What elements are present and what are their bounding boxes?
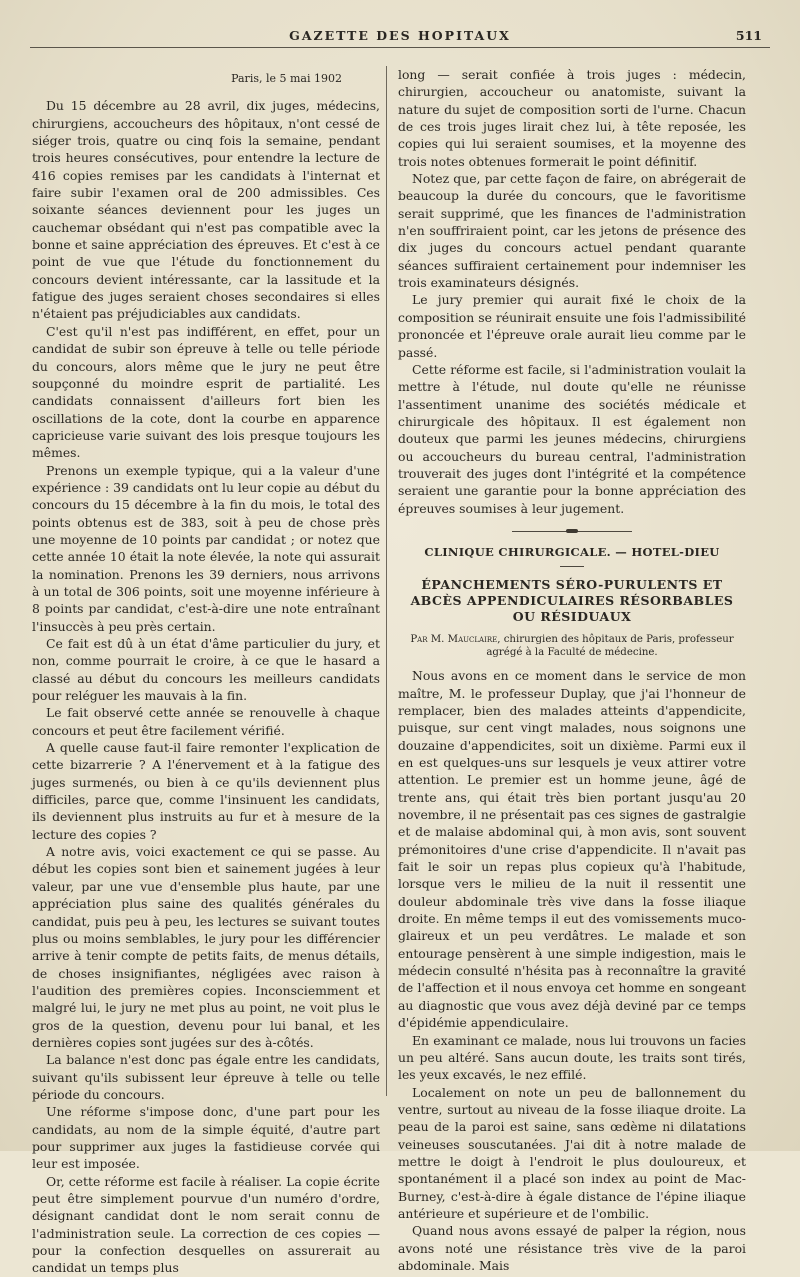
- byline-affiliation: chirurgien des hôpitaux de Paris, professeur agrégé à la Faculté de médecine.: [486, 634, 734, 659]
- paragraph: C'est qu'il n'est pas indifférent, en effet, pour un candidat de subir son épreuve à telle ou telle période du concours, alors même que le jury ne peut être soupçonné du moindre esprit de partialité. Les candidats connaissent d'ailleurs fort bien les oscillations de la cote, dont la courbe en apparence capricieuse varie suivant des lois presque toujours les mêmes.: [32, 323, 380, 461]
- paragraph: Cette réforme est facile, si l'administration voulait la mettre à l'étude, nul doute qu'elle ne réunisse l'assentiment unanime des sociétés médicale et chirurgicale des hôpitaux. Il est également non douteux que parmi les jeunes médecins, chirurgiens ou accoucheurs du bureau central, l'administration trouverait des juges dont l'intégrité et la compétence seraient une garantie pour la bonne appréciation des épreuves soumises à leur jugement.: [398, 361, 746, 516]
- dateline: Paris, le 5 mai 1902: [231, 72, 342, 85]
- running-head: GAZETTE DES HOPITAUX: [289, 28, 511, 43]
- paragraph: long — serait confiée à trois juges : médecin, chirurgien, accoucheur ou anatomiste, suivant la nature du sujet de composition sorti de l'urne. Chacun de ces trois juges lirait chez lui, à tête reposée, les copies qui lui seraient soumises, et la moyenne des trois notes obtenues formerait le point définitif.: [398, 67, 746, 169]
- page-number: 511: [735, 28, 762, 43]
- paragraph: Ce fait est dû à un état d'âme particulier du jury, et non, comme pourrait le croire, à ce que le hasard a classé au début du concours les meilleurs candidats pour reléguer les mauvais à la fin.: [32, 636, 380, 704]
- left-column: [32, 66, 380, 1277]
- paragraph: Le fait observé cette année se renouvelle à chaque concours et peut être facilement vérifié.: [32, 705, 380, 738]
- paragraph: Or, cette réforme est facile à réaliser. La copie écrite peut être simplement pourvue d'un numéro d'ordre, désignant candidat dont le nom serait connu de l'administration seule. La correction de ces copies — pour la confection desquelles on assurerait au candidat un temps plus: [32, 1173, 380, 1276]
- section-heading: CLINIQUE CHIRURGICALE. — HOTEL-DIEU: [424, 544, 720, 559]
- paragraph: A quelle cause faut-il faire remonter l'explication de cette bizarrerie ? A l'énervement et à la fatigue des juges surmenés, ou bien à ce qu'ils deviennent plus difficiles, parce que, comme l'insinuent les candidats, ils deviennent plus instruits au fur et à mesure de la lecture des copies ?: [32, 740, 380, 842]
- paragraph: Localement on note un peu de ballonnement du ventre, surtout au niveau de la fosse iliaque droite. La peau de la paroi est saine, sans œdème ni dilatations veineuses souscutanées. J'ai dit à notre malade de mettre le doigt à l'endroit le plus douloureux, et spontanément il a placé son index au point de Mac-Burney, c'est-à-dire à égale distance de l'épine iliaque antérieure et supérieure et de l'ombilic.: [398, 1084, 746, 1221]
- paragraph: En examinant ce malade, nous lui trouvons un facies un peu altéré. Sans aucun doute, les traits sont tirés, les yeux excavés, le nez effilé.: [398, 1032, 746, 1083]
- paragraph: Quand nous avons essayé de palper la région, nous avons noté une résistance très vive de la paroi abdominale. Mais: [398, 1223, 746, 1273]
- paragraph: Du 15 décembre au 28 avril, dix juges, médecins, chirurgiens, accoucheurs des hôpitaux, n'ont cessé de siéger trois, quatre ou cinq fois la semaine, pendant trois heures consécutives, pour entendre la lecture de 416 copies remises par les candidats à l'internat et faire subir l'examen oral de 200 admissibles. Ces soixante séances deviennent pour les juges un cauchemar obsédant qui n'est pas compatible avec la bonne et saine appréciation des épreuves. Et c'est à ce point de vue que l'étude du fonctionnement du concours devient intéressante, car la lassitude et la fatigue des juges seraient choses secondaires si elles n'étaient pas préjudiciables aux candidats.: [32, 98, 380, 322]
- byline: [398, 633, 746, 659]
- paragraph: Le jury premier qui aurait fixé le choix de la composition se réunirait ensuite une fois l'admissibilité prononcée et l'épreuve orale aurait lieu comme par le passé.: [398, 292, 746, 360]
- title-rule: [560, 566, 584, 567]
- header-rule: [30, 47, 770, 48]
- right-column: [398, 66, 746, 1274]
- column-rule: [386, 66, 387, 1096]
- paragraph: Une réforme s'impose donc, d'une part pour les candidats, au nom de la simple équité, d'autre part pour supprimer aux juges la fastidieuse corvée qui leur est imposée.: [32, 1104, 380, 1172]
- paragraph: Prenons un exemple typique, qui a la valeur d'une expérience : 39 candidats ont lu leur copie au début du concours du 15 décembre à la fin du mois, le total des points obtenus est de 383, soit à peu de chose près une moyenne de 10 points par candidat ; or notez que cette année 10 était la note élevée, la note qui assurait la nomination. Prenons les 39 derniers, nous arrivons à un total de 306 points, soit une moyenne inférieure à 8 points par candidat, c'est-à-dire une note entraînant l'insuccès à peu près certain.: [32, 462, 380, 634]
- byline-author: Par M. Mauclaire,: [410, 634, 501, 646]
- paragraph: La balance n'est donc pas égale entre les candidats, suivant qu'ils subissent leur épreuve à telle ou telle période du concours.: [32, 1052, 380, 1102]
- paragraph: Notez que, par cette façon de faire, on abrégerait de beaucoup la durée du concours, que le favoritisme serait supprimé, que les finances de l'administration n'en souffriraient point, car les jetons de présence des dix juges du concours actuel pendant quarante séances suffiraient certainement pour indemniser les trois examinateurs désignés.: [398, 171, 746, 291]
- section-separator: [512, 531, 632, 532]
- paragraph: Nous avons en ce moment dans le service de mon maître, M. le professeur Duplay, que j'ai l'honneur de remplacer, bien des malades atteints d'appendicite, puisque, sur cent vingt malades, nous soignons une douzaine d'appendicites, soit un dixième. Parmi eux il en est quelques-uns sur lesquels je veux attirer votre attention. Le premier est un homme jeune, âgé de trente ans, qui était très bien portant jusqu'au 20 novembre, il ne présentait pas ces signes de gastralgie et de malaise abdominal qui, à mon avis, sont souvent prémonitoires d'une crise d'appendicite. Il n'avait pas fait le soir un repas plus copieux qu'à l'habitude, lorsque vers le milieu de la nuit il ressentit une douleur abdominale très vive dans la fosse iliaque droite. En même temps il eut des vomissements muco-glaireux et un peu verdâtres. Le malade et son entourage pensèrent à une simple indigestion, mais le médecin consulté n'hésita pas à reconnaître la gravité de l'affection et il nous envoya cet homme en songeant au diagnostic que vous avez déjà deviné par ce temps d'épidémie appendiculaire.: [398, 668, 746, 1031]
- article-title: ÉPANCHEMENTS SÉRO-PURULENTS ET ABCÈS APPENDICULAIRES RÉSORBABLES OU RÉSIDUAUX: [410, 577, 734, 625]
- paragraph: A notre avis, voici exactement ce qui se passe. Au début les copies sont bien et sainement jugées à leur valeur, par une vue d'ensemble plus haute, par une appréciation plus saine des qualités générales du candidat, puis peu à peu, les lectures se suivant toutes plus ou moins semblables, le jury pour les différencier arrive à tenir compte de petits faits, de menus détails, de choses insignifiantes, négligées avec raison à l'audition des premières copies. Inconsciemment et malgré lui, le jury ne met plus au point, ne voit plus le gros de la question, devenu pour lui banal, et les dernières copies sont jugées sur des à-côtés.: [32, 844, 380, 1050]
